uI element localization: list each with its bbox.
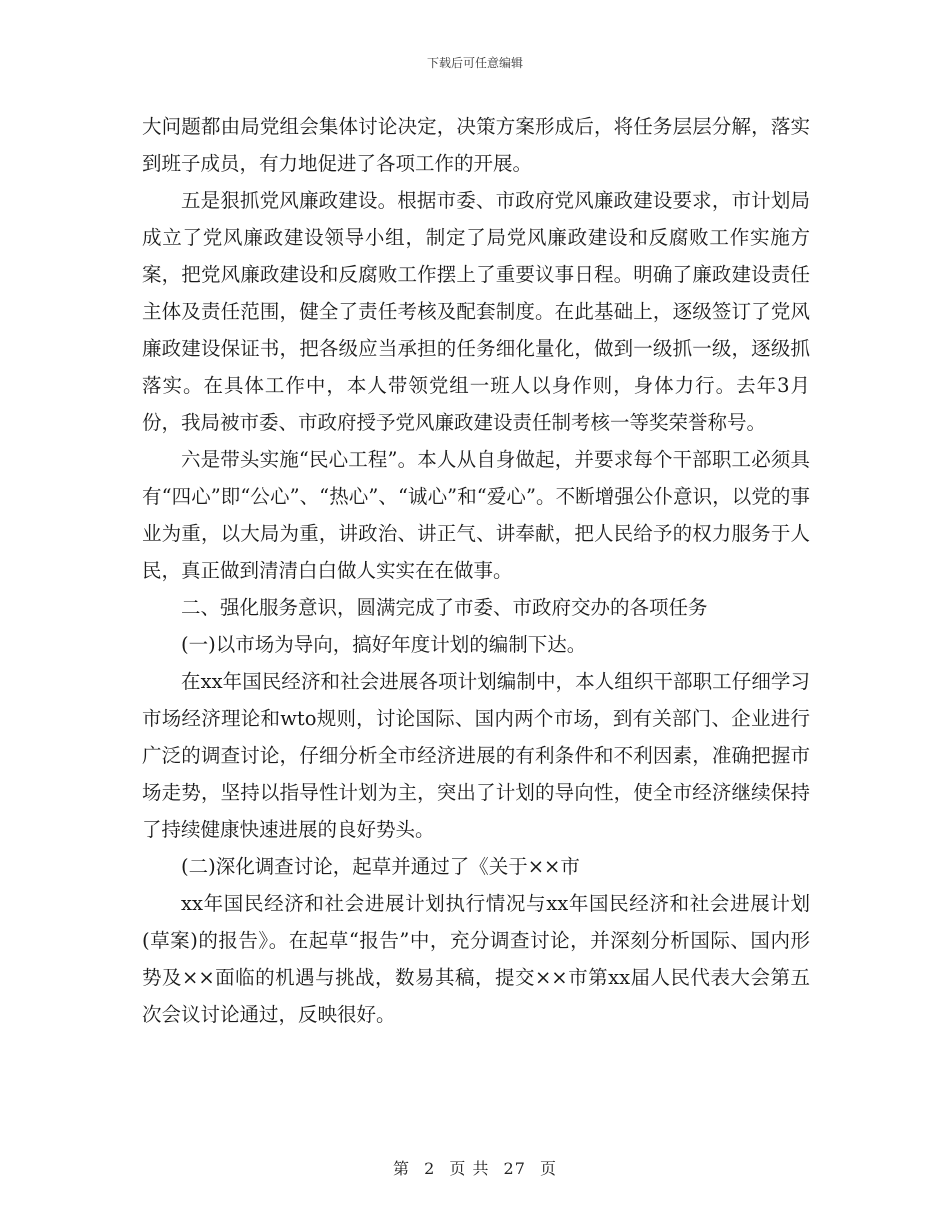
paragraph-2: 五是狠抓党风廉政建设。根据市委、市政府党风廉政建设要求，市计划局成立了党风廉政建设领导小组，制定了局党风廉政建设和反腐败工作实施方案，把党风廉政建设和反腐败工作摆上了重要议事日程。明确了廉政建设责任主体及责任范围，健全了责任考核及配套制度。在此基础上，逐级签订了党风廉政建设保证书，把各级应当承担的任务细化量化，做到一级抓一级，逐级抓落实。在具体工作中，本人带领党组一班人以身作则，身体力行。去年3月份，我局被市委、市政府授予党风廉政建设责任制考核一等奖荣誉称号。 [142, 189, 810, 434]
footer-total-pages: 27 [503, 1159, 526, 1178]
paragraph-1: 大问题都由局党组会集体讨论决定，决策方案形成后，将任务层层分解，落实到班子成员，有力地促进了各项工作的开展。 [142, 115, 810, 175]
document-body [142, 108, 810, 1033]
paragraph-5: xx年国民经济和社会进展计划执行情况与xx年国民经济和社会进展计划(草案)的报告》。在起草“报告”中，充分调查讨论，并深刻分析国际、国内形势及××面临的机遇与挑战，数易其稿，提交××市第xx届人民代表大会第五次会议讨论通过，反映很好。 [142, 892, 810, 1026]
footer-suffix: 页 [540, 1159, 558, 1178]
footer-current-page: 2 [424, 1159, 436, 1178]
page-header: 下载后可任意编辑 [426, 56, 523, 70]
paragraph-4: 在xx年国民经济和社会进展各项计划编制中，本人组织干部职工仔细学习市场经济理论和wto规则，讨论国际、国内两个市场，到有关部门、企业进行广泛的调查讨论，仔细分析全市经济进展的有利条件和不利因素，准确把握市场走势，坚持以指导性计划为主，突出了计划的导向性，使全市经济继续保持了持续健康快速进展的良好势头。 [142, 670, 810, 841]
subsection-heading-1: (一)以市场为导向，搞好年度计划的编制下达。 [181, 633, 587, 656]
page-footer [0, 1156, 950, 1179]
footer-middle: 页 共 [449, 1159, 490, 1178]
section-heading-2: 二、强化服务意识，圆满完成了市委、市政府交办的各项任务 [181, 596, 708, 619]
paragraph-3: 六是带头实施“民心工程”。本人从自身做起，并要求每个干部职工必须具有“四心”即“公心”、“热心”、“诚心”和“爱心”。不断增强公仆意识，以党的事业为重，以大局为重，讲政治、讲正气、讲奉献，把人民给予的权力服务于人民，真正做到清清白白做人实实在在做事。 [142, 448, 810, 582]
subsection-heading-2: (二)深化调查讨论，起草并通过了《关于××市 [181, 855, 580, 878]
footer-prefix: 第 [392, 1159, 410, 1178]
